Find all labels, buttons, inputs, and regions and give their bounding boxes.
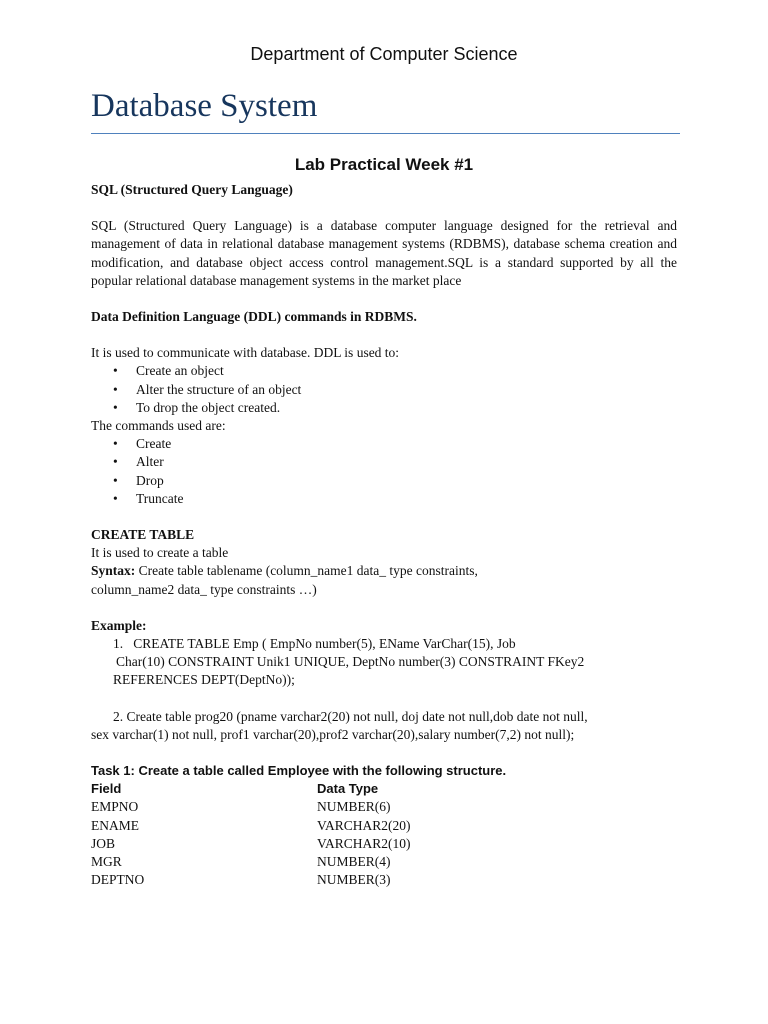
field-cell: EMPNO	[91, 799, 139, 815]
type-cell: NUMBER(4)	[317, 854, 391, 870]
syntax-line-2: column_name2 data_ type constraints …)	[91, 581, 317, 597]
list-item: • To drop the object created.	[113, 399, 281, 415]
table-row	[91, 835, 411, 853]
example-1	[91, 635, 677, 690]
list-item: • Alter the structure of an object	[113, 381, 302, 397]
field-cell: ENAME	[91, 817, 139, 833]
task1-heading: Task 1: Create a table called Employee with the following structure.	[91, 763, 507, 779]
example-2-line-1: 2. Create table prog20 (pname varchar2(20) not null, doj date not null,dob date not null,	[113, 708, 588, 724]
syntax-line-1: Syntax: Create table tablename (column_name1 data_ type constraints,	[91, 563, 478, 579]
syntax-label: Syntax:	[91, 563, 136, 579]
document-title: Database System	[91, 88, 318, 124]
field-cell: JOB	[91, 835, 116, 851]
list-item: • Truncate	[113, 490, 184, 506]
title-underline	[91, 133, 680, 134]
department-header: Department of Computer Science	[250, 44, 518, 64]
field-cell: MGR	[91, 854, 122, 870]
example-1-line-2: Char(10) CONSTRAINT Unik1 UNIQUE, DeptNo number(3) CONSTRAINT FKey2	[116, 654, 585, 670]
employee-structure-table	[91, 780, 411, 889]
list-item: • Alter	[113, 454, 164, 470]
create-table-heading: CREATE TABLE	[91, 527, 195, 543]
type-cell: NUMBER(6)	[317, 799, 391, 815]
document-body	[91, 181, 677, 890]
lab-title: Lab Practical Week #1	[294, 155, 474, 174]
example-2-line-2: sex varchar(1) not null, prof1 varchar(20),prof2 varchar(20),salary number(7,2) not null);	[91, 726, 575, 742]
table-row	[91, 817, 411, 835]
sql-heading: SQL (Structured Query Language)	[91, 182, 293, 197]
type-cell: NUMBER(3)	[317, 872, 391, 888]
sql-paragraph: SQL (Structured Query Language) is a database computer language designed for the retrieval and management of data in relational database management systems (RDBMS), database schema creation and modification, and database object access control management.SQL is a standard supported by all the popular relational database management systems in the market place	[91, 218, 677, 288]
example-label: Example:	[91, 617, 147, 633]
list-item: • Drop	[113, 472, 164, 488]
type-cell: VARCHAR2(10)	[317, 835, 411, 851]
column-header-field: Field	[91, 781, 122, 797]
field-cell: DEPTNO	[91, 872, 145, 888]
type-cell: VARCHAR2(20)	[317, 817, 411, 833]
table-row	[91, 871, 411, 889]
ddl-intro: It is used to communicate with database. DDL is used to:	[91, 345, 400, 361]
example-1-line-1: 1. CREATE TABLE Emp ( EmpNo number(5), EName VarChar(15), Job	[113, 636, 516, 652]
list-item: • Create	[113, 436, 172, 452]
example-1-line-3: REFERENCES DEPT(DeptNo));	[113, 672, 295, 688]
table-header-row	[91, 780, 411, 798]
create-table-desc: It is used to create a table	[91, 545, 229, 561]
table-row	[91, 798, 411, 816]
ddl-heading: Data Definition Language (DDL) commands in RDBMS.	[91, 309, 417, 325]
ddl-commands-list	[91, 435, 677, 508]
commands-intro: The commands used are:	[91, 418, 226, 434]
column-header-data-type: Data Type	[317, 781, 379, 797]
table-row	[91, 853, 411, 871]
example-2	[91, 708, 677, 726]
list-item: • Create an object	[113, 363, 224, 379]
ddl-uses-list	[91, 362, 677, 417]
